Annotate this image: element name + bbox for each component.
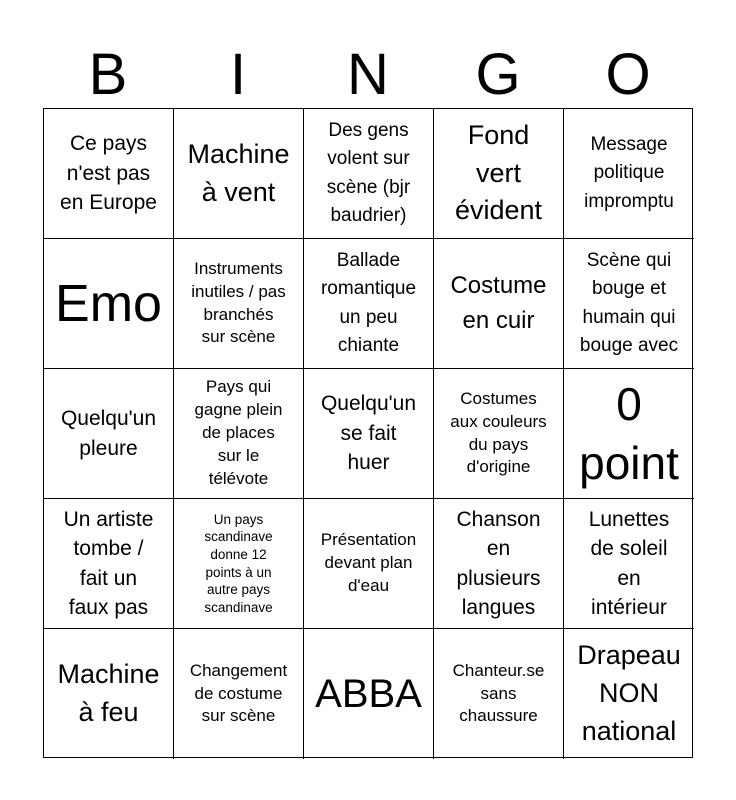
bingo-cell[interactable]: Machine à feu — [44, 629, 174, 759]
bingo-cell[interactable]: ABBA — [304, 629, 434, 759]
bingo-cell[interactable]: Scène qui bouge et humain qui bouge avec — [564, 239, 694, 369]
bingo-cell[interactable]: Quelqu'un pleure — [44, 369, 174, 499]
bingo-cell[interactable]: Un pays scandinave donne 12 points à un autre pays scandinave — [174, 499, 304, 629]
bingo-cell[interactable]: Chanteur.se sans chaussure — [434, 629, 564, 759]
header-letter-o: O — [605, 42, 651, 107]
bingo-cell[interactable]: Ballade romantique un peu chiante — [304, 239, 434, 369]
bingo-header — [43, 42, 693, 108]
bingo-cell[interactable]: Changement de costume sur scène — [174, 629, 304, 759]
bingo-cell[interactable]: Costumes aux couleurs du pays d'origine — [434, 369, 564, 499]
bingo-cell[interactable]: Instruments inutiles / pas branchés sur scène — [174, 239, 304, 369]
header-letter-b: B — [88, 42, 128, 107]
bingo-cell[interactable]: Lunettes de soleil en intérieur — [564, 499, 694, 629]
bingo-cell[interactable]: Machine à vent — [174, 109, 304, 239]
bingo-cell[interactable]: Des gens volent sur scène (bjr baudrier) — [304, 109, 434, 239]
bingo-cell[interactable]: Drapeau NON national — [577, 640, 681, 746]
header-letter-g: G — [475, 42, 521, 107]
bingo-cell[interactable]: Emo — [44, 239, 174, 369]
bingo-cell[interactable]: Présentation devant plan d'eau — [304, 499, 434, 629]
bingo-cell[interactable]: Costume en cuir — [434, 239, 564, 369]
header-letter-i: I — [229, 42, 247, 107]
bingo-cell[interactable]: Quelqu'un se fait huer — [304, 369, 434, 499]
bingo-cell[interactable]: Un artiste tombe / fait un faux pas — [44, 499, 174, 629]
bingo-cell[interactable]: Pays qui gagne plein de places sur le télévote — [174, 369, 304, 499]
bingo-board — [43, 108, 693, 758]
bingo-cell[interactable]: Message politique impromptu — [564, 109, 694, 239]
header-letter-n: N — [347, 42, 389, 107]
bingo-cell[interactable]: Ce pays n'est pas en Europe — [44, 109, 174, 239]
bingo-cell[interactable]: Chanson en plusieurs langues — [434, 499, 564, 629]
bingo-cell[interactable]: Fond vert évident — [434, 109, 564, 239]
bingo-cell[interactable]: 0 point — [564, 369, 694, 499]
